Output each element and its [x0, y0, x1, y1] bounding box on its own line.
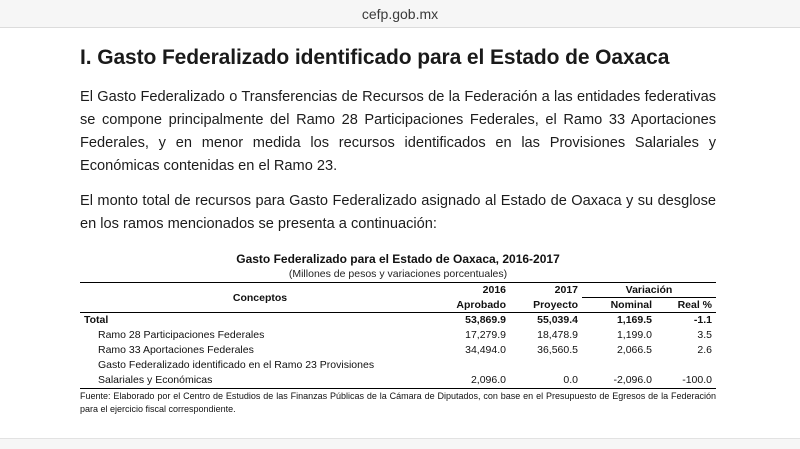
row-2017: 55,039.4: [537, 314, 578, 326]
table-row: [80, 373, 716, 389]
summary-paragraph: El monto total de recursos para Gasto Federalizado asignado al Estado de Oaxaca y su desglose en los ramos mencionados se presenta a continuación:: [80, 193, 716, 232]
address-bar[interactable]: [0, 0, 800, 28]
row-concept-continued: Salariales y Económicas: [80, 373, 440, 389]
table-title: Gasto Federalizado para el Estado de Oaxaca, 2016-2017: [236, 252, 560, 266]
header-2016-year: 2016: [440, 283, 510, 298]
row-2016: 17,279.9: [465, 329, 506, 341]
budget-table-block: [80, 251, 716, 416]
header-nominal: Nominal: [582, 298, 656, 313]
header-real: Real %: [656, 298, 716, 313]
header-2017-year: 2017: [510, 283, 582, 298]
table-footnote: Fuente: Elaborado por el Centro de Estudios de las Finanzas Públicas de la Cámara de Diputados, con base en el Presupuesto de Egresos de la Federación para el ejercicio fiscal correspondiente.: [80, 391, 716, 414]
table-row-total: [80, 313, 716, 329]
row-nominal: 2,066.5: [616, 344, 652, 356]
row-2017: 18,478.9: [537, 329, 578, 341]
row-nominal: 1,199.0: [616, 329, 652, 341]
header-2016-label: Aprobado: [440, 298, 510, 313]
table-row: [80, 358, 716, 373]
row-real: 3.5: [697, 329, 712, 341]
row-nominal: 1,169.5: [616, 314, 652, 326]
document-page: [80, 28, 716, 416]
header-variation: Variación: [582, 283, 716, 298]
row-concept: Ramo 33 Aportaciones Federales: [98, 344, 254, 356]
row-concept: Total: [84, 314, 109, 326]
row-2016: 53,869.9: [465, 314, 506, 326]
header-concepts: Conceptos: [80, 283, 440, 313]
table-row: [80, 343, 716, 358]
row-real: 2.6: [697, 344, 712, 356]
row-concept: Ramo 28 Participaciones Federales: [98, 329, 265, 341]
table-subtitle: (Millones de pesos y variaciones porcentuales): [288, 268, 508, 280]
header-2017-label: Proyecto: [510, 298, 582, 313]
row-2017: 36,560.5: [537, 344, 578, 356]
intro-paragraph: El Gasto Federalizado o Transferencias de Recursos de la Federación a las entidades federativas se compone principalmente del Ramo 28 Participaciones Federales, el Ramo 33 Aportaciones Federales, y en menor medida los recursos identificados en las Provisiones Salariales y Económicas contenidas en el Ramo 23.: [80, 89, 716, 174]
table-row: [80, 328, 716, 343]
row-2016: 2,096.0: [440, 373, 510, 389]
bottom-toolbar: [0, 438, 800, 449]
row-2016: 34,494.0: [465, 344, 506, 356]
row-real: -1.1: [693, 314, 712, 326]
row-2017: 0.0: [510, 373, 582, 389]
budget-table: [80, 282, 716, 389]
row-nominal: -2,096.0: [582, 373, 656, 389]
url-text: cefp.gob.mx: [361, 5, 439, 22]
row-concept: Gasto Federalizado identificado en el Ramo 23 Provisiones: [98, 359, 375, 371]
section-heading: I. Gasto Federalizado identificado para el Estado de Oaxaca: [80, 46, 670, 69]
row-real: -100.0: [656, 373, 716, 389]
